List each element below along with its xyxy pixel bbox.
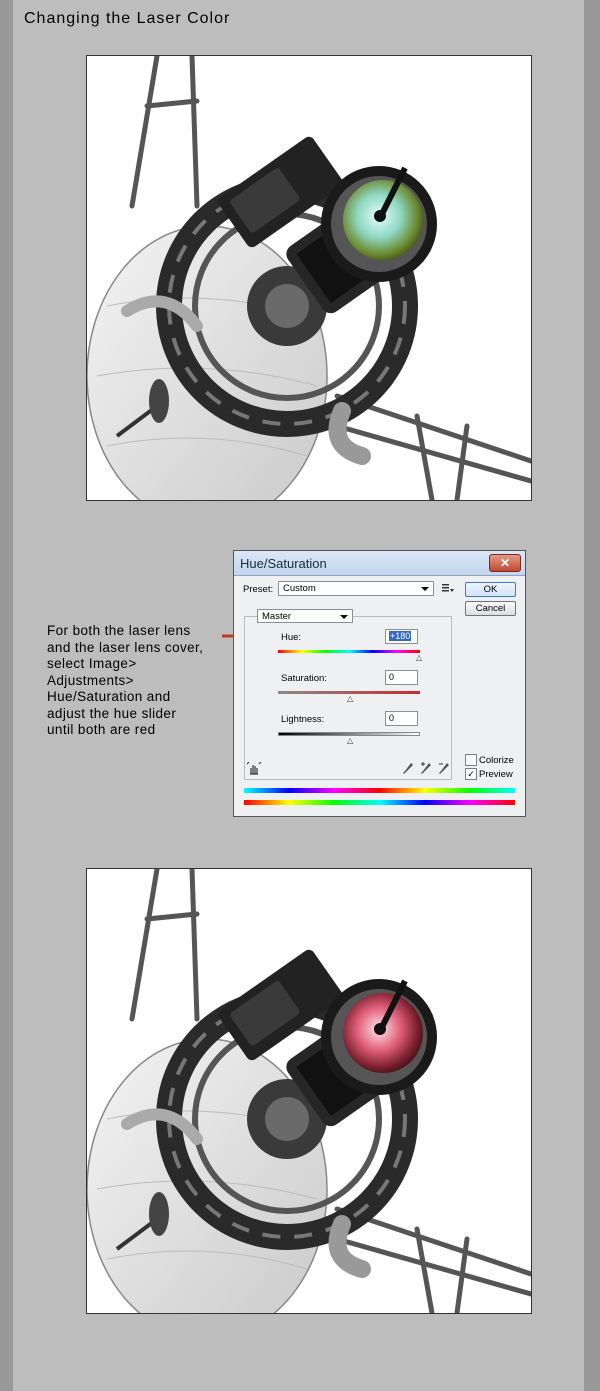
- channel-value: Master: [262, 611, 292, 622]
- eyedropper-subtract-icon[interactable]: [438, 762, 450, 779]
- lightness-value: 0: [389, 713, 395, 723]
- dialog-body: [234, 576, 525, 816]
- colorize-checkbox[interactable]: [465, 754, 477, 766]
- hue-value: +180: [390, 631, 411, 641]
- eyedropper-icon[interactable]: [402, 762, 414, 779]
- cancel-button[interactable]: Cancel: [465, 601, 516, 616]
- targeted-adjustment-hand-icon[interactable]: [247, 762, 261, 779]
- preview-label: Preview: [479, 769, 513, 780]
- colorize-label: Colorize: [479, 755, 514, 766]
- chevron-down-icon: [340, 615, 348, 619]
- illustration-before: [86, 55, 532, 501]
- eyedropper-add-icon[interactable]: [420, 762, 432, 779]
- preview-checkbox[interactable]: [465, 768, 477, 780]
- check-icon: ✓: [467, 769, 475, 779]
- preset-select[interactable]: [278, 581, 434, 596]
- page-title: Changing the Laser Color: [24, 10, 231, 27]
- robot-drone-before-image: [87, 56, 531, 500]
- close-button[interactable]: ✕: [489, 554, 521, 572]
- output-color-bar: [244, 788, 515, 793]
- hue-slider-thumb[interactable]: △: [416, 653, 423, 662]
- saturation-slider-thumb[interactable]: △: [347, 694, 354, 703]
- robot-drone-after-image: [87, 869, 531, 1313]
- lightness-label: Lightness:: [281, 714, 325, 725]
- dialog-title-bar[interactable]: [234, 551, 525, 576]
- hue-slider-track[interactable]: [278, 650, 420, 653]
- channel-select[interactable]: [257, 609, 353, 623]
- dialog-title: Hue/Saturation: [240, 556, 327, 571]
- preset-options-menu-icon[interactable]: [442, 583, 454, 596]
- preset-label: Preset:: [243, 584, 274, 595]
- saturation-label: Saturation:: [281, 673, 327, 684]
- hue-label: Hue:: [281, 632, 302, 643]
- ok-button[interactable]: OK: [465, 582, 516, 597]
- preset-value: Custom: [283, 583, 316, 594]
- hue-input[interactable]: [385, 629, 418, 644]
- hue-saturation-dialog: [233, 550, 526, 817]
- saturation-value: 0: [389, 672, 395, 682]
- chevron-down-icon: [421, 587, 429, 591]
- saturation-input[interactable]: [385, 670, 418, 685]
- instruction-caption: For both the laser lens and the laser lens cover, select Image> Adjustments> Hue/Saturation and adjust the hue slider until both are red: [47, 623, 204, 737]
- illustration-after: [86, 868, 532, 1314]
- lightness-slider-thumb[interactable]: △: [347, 736, 354, 745]
- input-color-bar: [244, 800, 515, 805]
- lightness-input[interactable]: [385, 711, 418, 726]
